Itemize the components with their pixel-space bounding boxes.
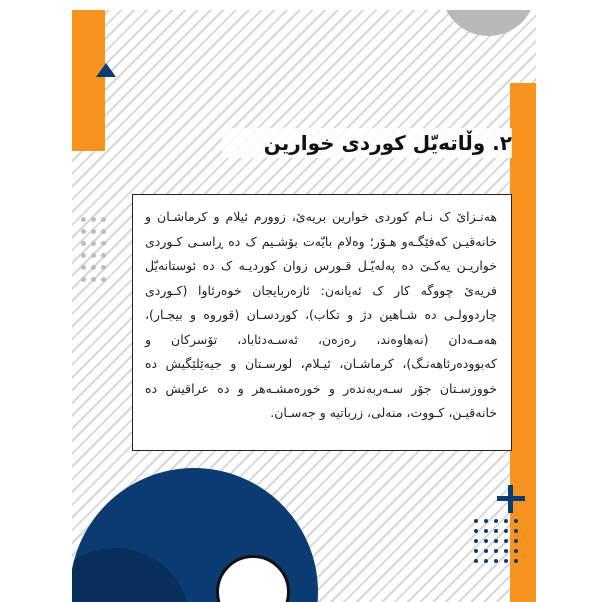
dot <box>91 265 96 270</box>
dot <box>91 277 96 282</box>
dot <box>101 217 106 222</box>
dot <box>484 519 488 523</box>
dot <box>474 539 478 543</box>
dot <box>494 559 498 563</box>
dot <box>81 217 86 222</box>
dot <box>484 559 488 563</box>
dot <box>474 559 478 563</box>
dot <box>101 265 106 270</box>
dot <box>504 529 508 533</box>
plus-icon-vertical <box>508 485 513 513</box>
dot <box>484 549 488 553</box>
dot <box>101 277 106 282</box>
dot <box>101 241 106 246</box>
dot <box>514 559 518 563</box>
triangle-icon <box>96 63 116 77</box>
section-title: ٢. وڵاتەیّل کوردی خوارین <box>222 128 512 158</box>
dot <box>494 519 498 523</box>
dot <box>81 265 86 270</box>
orange-bar-left <box>72 10 105 151</box>
dot <box>504 519 508 523</box>
dot <box>91 241 96 246</box>
dot <box>514 549 518 553</box>
dot <box>514 539 518 543</box>
gray-circle-decoration <box>441 10 536 36</box>
gray-dot-grid <box>81 217 106 282</box>
dot <box>504 559 508 563</box>
text-box <box>132 194 512 451</box>
dot <box>81 229 86 234</box>
dot <box>91 229 96 234</box>
dot <box>474 519 478 523</box>
dot <box>91 253 96 258</box>
dot <box>514 519 518 523</box>
dot <box>101 253 106 258</box>
dot <box>81 277 86 282</box>
dot <box>81 241 86 246</box>
blue-dot-grid <box>474 519 518 563</box>
dot <box>474 529 478 533</box>
dot <box>484 529 488 533</box>
dot <box>514 529 518 533</box>
inner-blue-circle <box>72 548 190 602</box>
dot <box>484 539 488 543</box>
body-paragraph: هەنـزاێ ک نـام کوردی خوارین بریەێ، زوورم ئیلام و کرماشـان و خانەقیـن کەفێگـەو هـۆر؛ وەلام بایّەت بۆشـیم ک دە ڕاسـی کـوردی خواریـن یەکـێ دە پەلەیّـل قـورس زوان کوردیـە ک دە ئوستانەیّل فریەێ چووگە کار ک ئەیانەن: ئازەربایجان خوەرئاوا (کـوردی چاردوولـی دە شـاهین دژ و تکاب)، کوردسـان (قوروە و بیجـار)، هەمـەدان (نەهاوەند، رەزەن، ئەسـەدئاباد، تۆسرکان و کەبوودەرئاهەنـگ)، کرماشـان، ئیـلام، لورسـتان و جیەێلێگیش دە خووزسـتان جۆر سـەربەندەر و خورەمشـەهر و دە عراقیش دە خانەقیـن، کـووت، منەلی، زرباتیە و جەسـان. <box>145 209 497 420</box>
dot <box>101 229 106 234</box>
dot <box>504 549 508 553</box>
dot <box>504 539 508 543</box>
dot <box>494 529 498 533</box>
dot <box>91 217 96 222</box>
page-card <box>72 10 536 602</box>
dot <box>81 253 86 258</box>
dot <box>494 539 498 543</box>
dot <box>494 549 498 553</box>
dot <box>474 549 478 553</box>
